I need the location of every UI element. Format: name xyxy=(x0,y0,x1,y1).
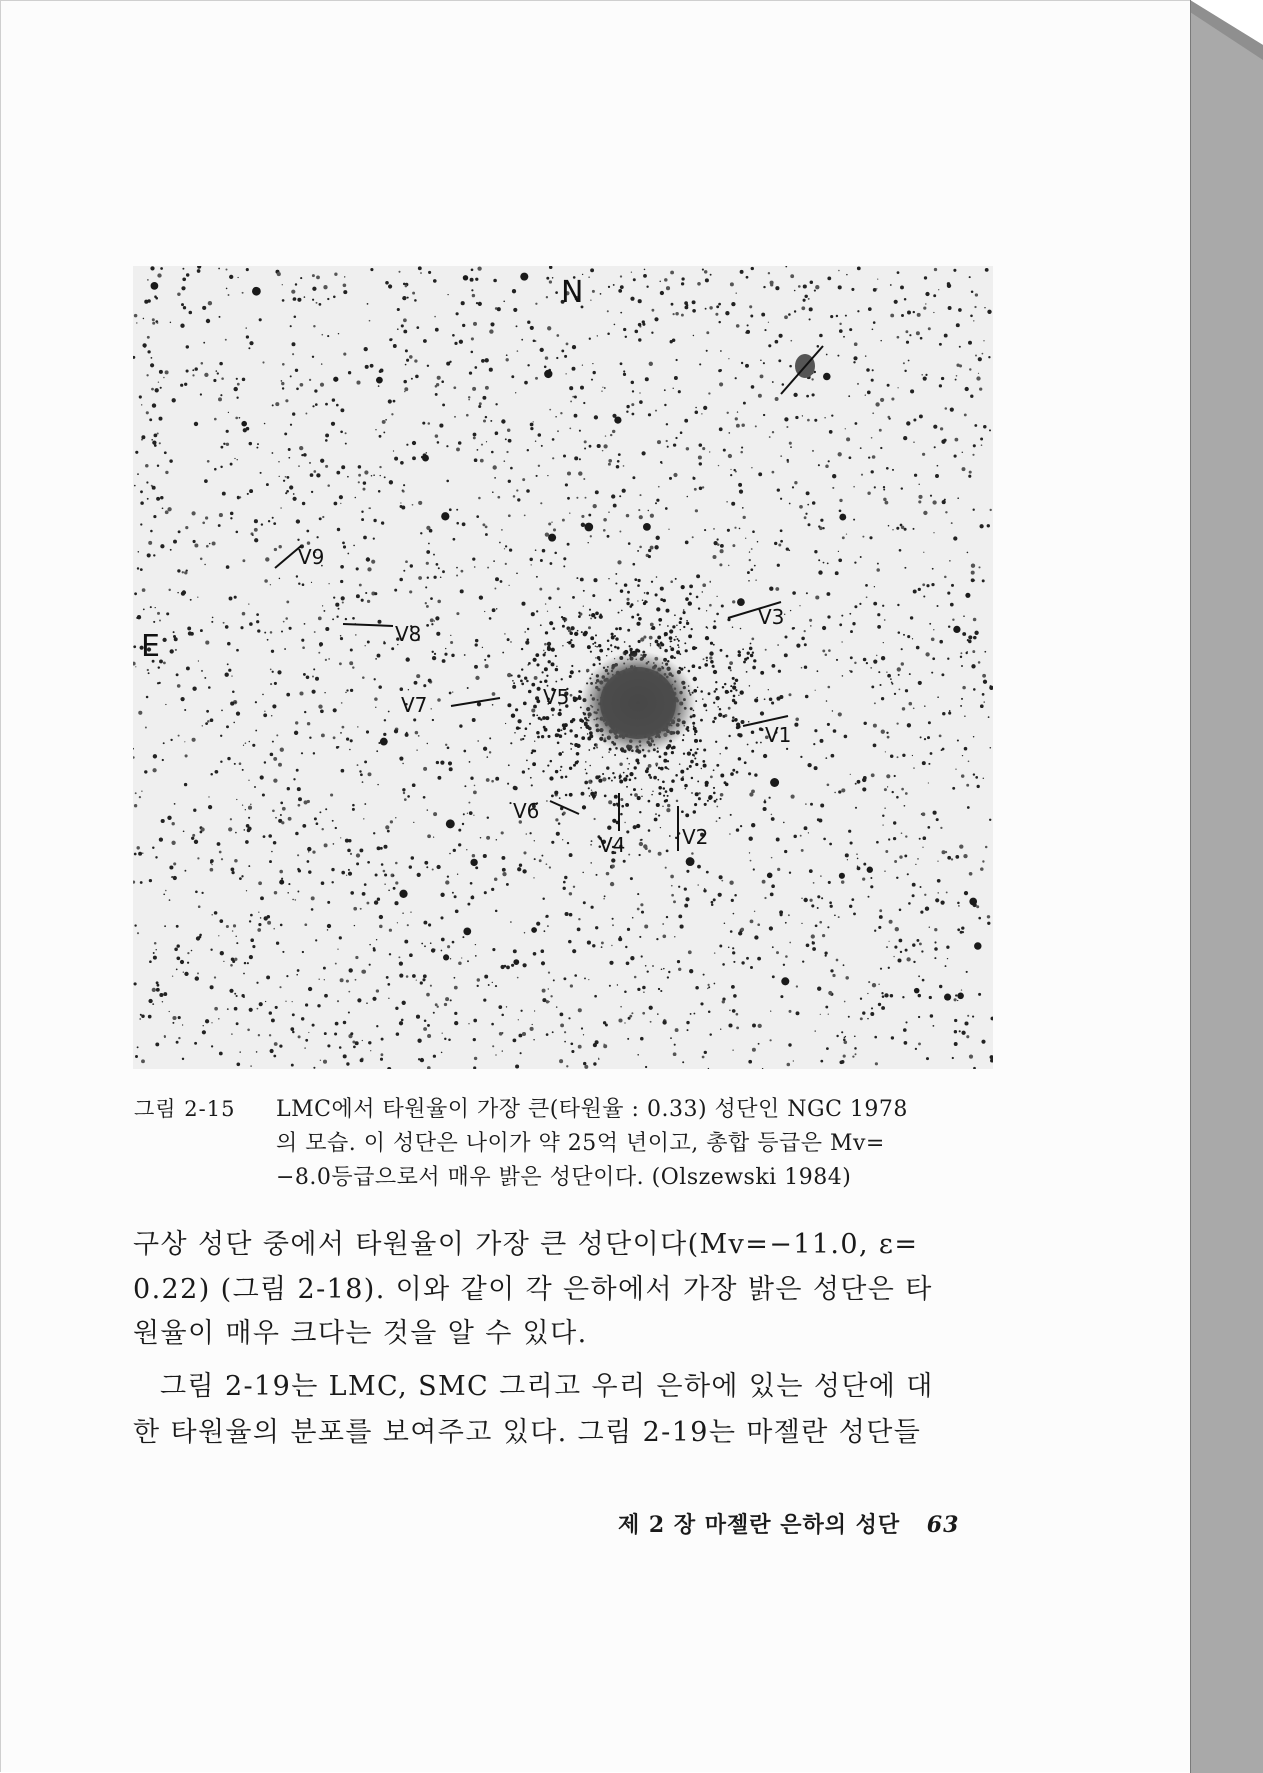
body-line-4: 그림 2-19는 LMC, SMC 그리고 우리 은하에 있는 성단에 대 xyxy=(160,1371,934,1402)
caption-line-3: −8.0등급으로서 매우 밝은 성단이다. (Olszewski 1984) xyxy=(276,1165,852,1190)
running-head: 제 2 장 마젤란 은하의 성단 xyxy=(618,1512,901,1538)
label-v3: V3 xyxy=(758,605,785,629)
label-v2: V2 xyxy=(682,825,709,849)
label-v5: V5 xyxy=(543,685,570,709)
caption-line-2: 의 모습. 이 성단은 나이가 약 25억 년이고, 총합 등급은 Mv= xyxy=(276,1131,885,1156)
body-line-1: 구상 성단 중에서 타원율이 가장 큰 성단이다(Mv=−11.0, ε= xyxy=(133,1229,919,1260)
page-footer xyxy=(618,1508,959,1539)
figure-number: 그림 2-15 xyxy=(134,1097,236,1121)
east-label: E xyxy=(141,629,160,664)
caption-line-1: LMC에서 타원율이 가장 큰(타원율 : 0.33) 성단인 NGC 1978 xyxy=(276,1097,908,1122)
label-v6: V6 xyxy=(513,799,540,823)
north-label: N xyxy=(561,275,584,310)
label-v9: V9 xyxy=(298,545,325,569)
body-line-2: 0.22) (그림 2-18). 이와 같이 각 은하에서 가장 밝은 성단은 타 xyxy=(133,1274,933,1305)
label-v1: V1 xyxy=(765,723,792,747)
label-v4: V4 xyxy=(599,833,626,857)
label-v7: V7 xyxy=(401,693,428,717)
body-line-3: 원율이 매우 크다는 것을 알 수 있다. xyxy=(133,1318,588,1349)
body-line-5: 한 타원율의 분포를 보여주고 있다. 그림 2-19는 마젤란 성단들 xyxy=(133,1417,922,1448)
book-page-edge xyxy=(1190,0,1263,1773)
cluster-photograph xyxy=(133,266,993,1069)
page-number: 63 xyxy=(926,1512,960,1538)
label-v8: V8 xyxy=(395,622,422,646)
